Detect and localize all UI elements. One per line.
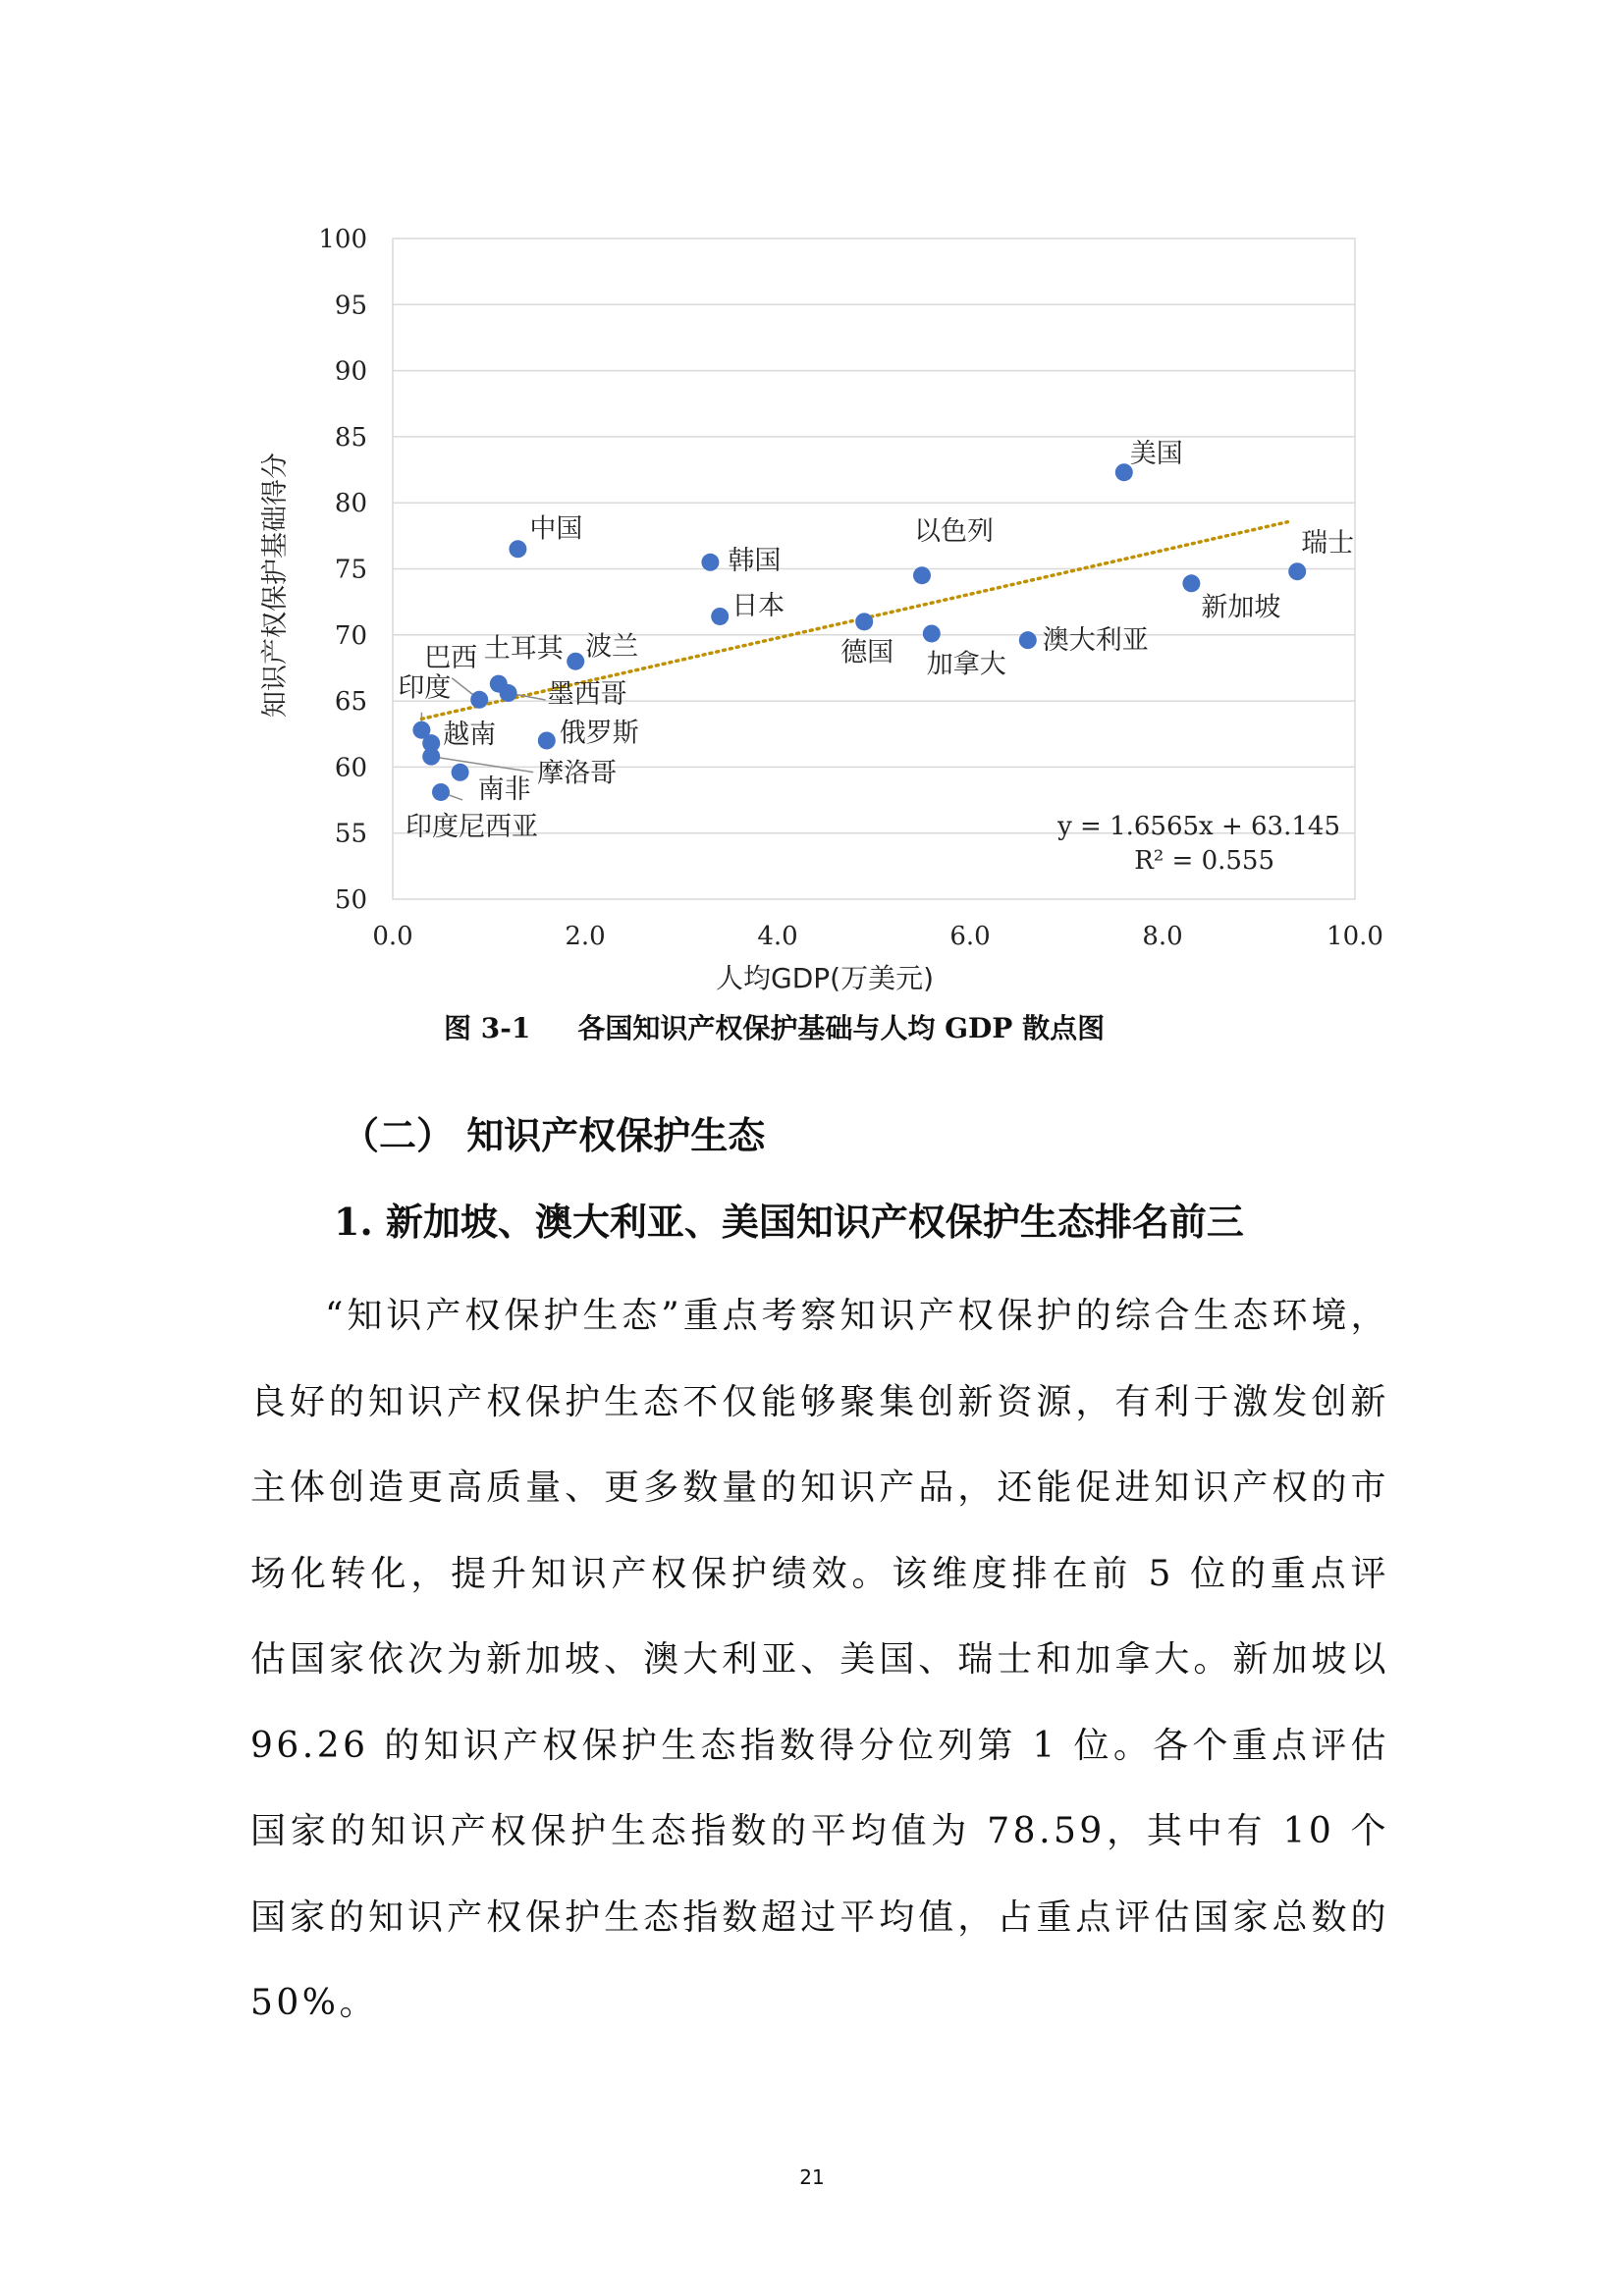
- point-label: 美国: [1129, 439, 1183, 470]
- label-leader-line: [431, 757, 533, 773]
- y-axis-title: 知识产权保护基础得分: [260, 453, 291, 718]
- y-tick-label: 55: [334, 819, 367, 849]
- point-label: 澳大利亚: [1042, 625, 1149, 657]
- x-tick-label: 2.0: [565, 922, 606, 951]
- figure-number: 图 3-1: [444, 1012, 531, 1044]
- point-label: 俄罗斯: [559, 718, 639, 749]
- data-point: [701, 554, 719, 571]
- data-point: [711, 608, 729, 625]
- data-point: [913, 566, 931, 584]
- r-squared: R² = 0.555: [1134, 846, 1274, 876]
- body-paragraph: “知识产权保护生态”重点考察知识产权保护的综合生态环境，良好的知识产权保护生态不仅能够聚集创新资源，有利于激发创新主体创造更高质量、更多数量的知识产品，还能促进知识产权的市场化转化，提升知识产权保护绩效。该维度排在前 5 位的重点评估国家依次为新加坡、澳大利亚、美国、瑞士和加拿大。新加坡以 96.26 的知识产权保护生态指数得分位列第 1 位。各个重点评估国家的知识产权保护生态指数的平均值为 78.59，其中有 10 个国家的知识产权保护生态指数超过平均值，占重点评估国家总数的 50%。: [250, 1296, 1389, 2023]
- y-tick-label: 100: [318, 225, 367, 254]
- x-tick-label: 10.0: [1326, 922, 1383, 951]
- scatter-chart: [0, 0, 1624, 1001]
- x-tick-label: 4.0: [757, 922, 798, 951]
- y-tick-label: 50: [334, 885, 367, 915]
- point-label: 波兰: [585, 631, 639, 663]
- data-point: [567, 653, 584, 670]
- data-point: [855, 613, 873, 630]
- point-label: 土耳其: [483, 633, 564, 665]
- y-tick-label: 60: [334, 753, 367, 783]
- data-point: [452, 764, 469, 781]
- point-label: 加拿大: [926, 649, 1006, 680]
- y-tick-label: 75: [334, 555, 367, 585]
- point-label: 中国: [529, 513, 583, 545]
- point-label: 印度尼西亚: [406, 811, 538, 842]
- data-point: [432, 783, 450, 801]
- data-point: [923, 624, 941, 642]
- figure-title: 各国知识产权保护基础与人均 GDP 散点图: [577, 1012, 1106, 1044]
- data-point: [422, 748, 440, 766]
- data-point: [1288, 562, 1306, 580]
- sub-heading: 1. 新加坡、澳大利亚、美国知识产权保护生态排名前三: [334, 1200, 1244, 1244]
- y-tick-label: 85: [334, 422, 367, 453]
- x-tick-labels: [372, 922, 1383, 951]
- x-axis-title: 人均GDP(万美元): [716, 962, 934, 994]
- y-tick-label: 65: [334, 687, 367, 718]
- page-number: 21: [799, 2165, 825, 2189]
- data-point: [1019, 631, 1037, 649]
- point-label: 新加坡: [1201, 592, 1281, 623]
- data-point: [500, 684, 517, 702]
- body-paragraph-block: [250, 1273, 1389, 2047]
- point-label: 德国: [840, 637, 894, 668]
- figure-caption: [444, 1007, 1105, 1046]
- data-point: [538, 731, 556, 749]
- point-label: 以色列: [914, 516, 994, 548]
- section-heading: （二） 知识产权保护生态: [342, 1113, 766, 1157]
- point-label: 墨西哥: [547, 679, 627, 711]
- y-tick-label: 95: [334, 291, 367, 321]
- y-tick-label: 90: [334, 356, 367, 387]
- x-tick-label: 8.0: [1142, 922, 1183, 951]
- point-label: 瑞士: [1301, 528, 1355, 560]
- data-point: [1182, 574, 1200, 592]
- x-tick-label: 6.0: [949, 922, 991, 951]
- chart-gridlines: [393, 304, 1355, 832]
- data-point: [509, 540, 526, 558]
- data-point: [470, 691, 488, 709]
- trend-equation: y = 1.6565x + 63.145: [1057, 812, 1340, 841]
- y-tick-label: 70: [334, 620, 367, 651]
- point-label: 越南: [443, 720, 497, 751]
- point-label: 印度: [398, 672, 452, 704]
- point-labels: [398, 439, 1354, 842]
- point-label: 韩国: [728, 545, 782, 576]
- y-tick-labels: [318, 225, 367, 915]
- point-label: 日本: [731, 590, 785, 621]
- y-tick-label: 80: [334, 489, 367, 519]
- point-label: 巴西: [424, 642, 478, 673]
- point-label: 摩洛哥: [537, 758, 618, 789]
- point-label: 南非: [477, 774, 531, 805]
- x-tick-label: 0.0: [372, 922, 413, 951]
